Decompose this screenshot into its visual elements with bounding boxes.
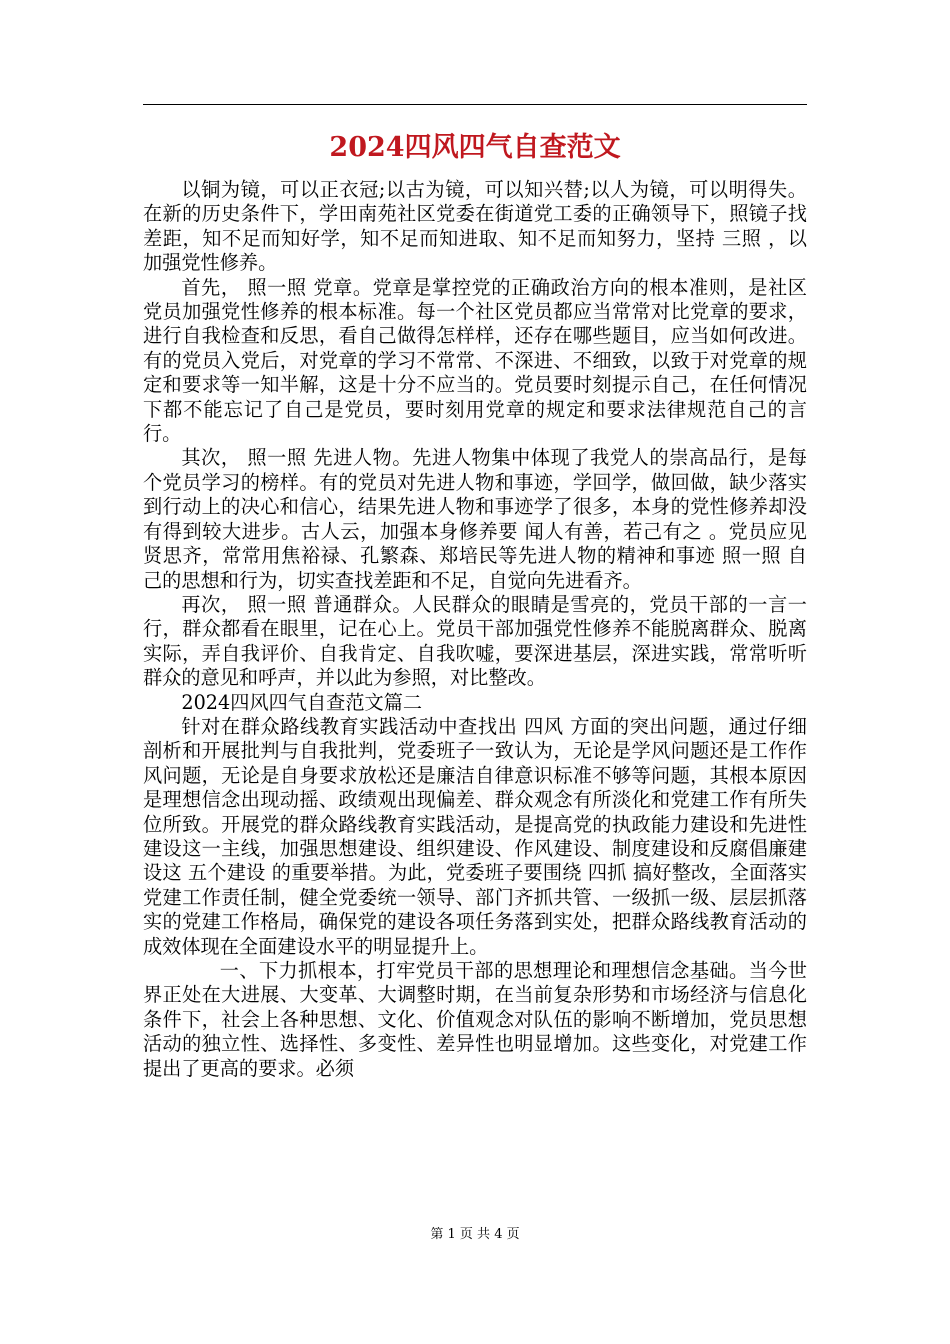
- paragraph-second: 其次， 照一照 先进人物。先进人物集中体现了我党人的崇高品行，是每个党员学习的榜样。有的党员对先进人物和事迹，学回学，做回做，缺少落实到行动上的决心和信心，结果先进人物和事迹学了很多，本身的党性修养却没有得到较大进步。古人云，加强本身修养要 闻人有善，若己有之 。党员应见贤思齐，常常用焦裕禄、孔繁森、郑培民等先进人物的精神和事迹 照一照 自己的思想和行为，切实查找差距和不足，自觉向先进看齐。: [143, 446, 807, 592]
- paragraph-third: 再次， 照一照 普通群众。人民群众的眼睛是雪亮的，党员干部的一言一行，群众都看在眼里，记在心上。党员干部加强党性修养不能脱离群众、脱离实际，弄自我评价、自我肯定、自我吹嘘，要深进基层，深进实践，常常听听群众的意见和呼声，并以此为参照，对比整改。: [143, 592, 807, 690]
- paragraph-first: 首先， 照一照 党章。党章是掌控党的正确政治方向的根本准则，是社区党员加强党性修养的根本标准。每一个社区党员都应当常常对比党章的要求，进行自我检查和反思，看自己做得怎样样，还存在哪些题目，应当如何改进。有的党员入党后，对党章的学习不常常、不深进、不细致，以致于对党章的规定和要求等一知半解，这是十分不应当的。党员要时刻提示自己，在任何情况下都不能忘记了自己是党员，要时刻用党章的规定和要求法律规范自己的言行。: [143, 275, 807, 446]
- document-body: [143, 178, 807, 1081]
- document-title: 2024四风四气自查范文: [329, 132, 621, 163]
- section-heading-part-two: 2024四风四气自查范文篇二: [181, 690, 423, 714]
- paragraph-point-one: 一、下力抓根本，打牢党员干部的思想理论和理想信念基础。当今世界正处在大进展、大变革、大调整时期，在当前复杂形势和市场经济与信息化条件下，社会上各种思想、文化、价值观念对队伍的影响不断增加，党员思想活动的独立性、选择性、多变性、差异性也明显增加。这些变化，对党建工作提出了更高的要求。必须: [143, 959, 807, 1080]
- page-number: 第 1 页 共 4 页: [430, 1227, 520, 1242]
- paragraph-intro: 以铜为镜，可以正衣冠;以古为镜，可以知兴替;以人为镜，可以明得失。 在新的历史条件下，学田南苑社区党委在街道党工委的正确领导下，照镜子找差距，知不足而知好学，知不足而知进取、知不足而知努力，坚持 三照 ，以加强党性修养。: [143, 178, 807, 275]
- header-rule: [143, 104, 807, 105]
- paragraph-part-two-intro: 针对在群众路线教育实践活动中查找出 四风 方面的突出问题，通过仔细剖析和开展批判与自我批判，党委班子一致认为，无论是学风问题还是工作作风问题，无论是自身要求放松还是廉洁自律意识标准不够等问题，其根本原因是理想信念出现动摇、政绩观出现偏差、群众观念有所淡化和党建工作有所失位所致。开展党的群众路线教育实践活动，是提高党的执政能力建设和先进性建设这一主线，加强思想建设、组织建设、作风建设、制度建设和反腐倡廉建设这 五个建设 的重要举措。为此，党委班子要围绕 四抓 搞好整改，全面落实党建工作责任制，健全党委统一领导、部门齐抓共管、一级抓一级、层层抓落实的党建工作格局，确保党的建设各项任务落到实处，把群众路线教育活动的成效体现在全面建设水平的明显提升上。: [143, 714, 807, 958]
